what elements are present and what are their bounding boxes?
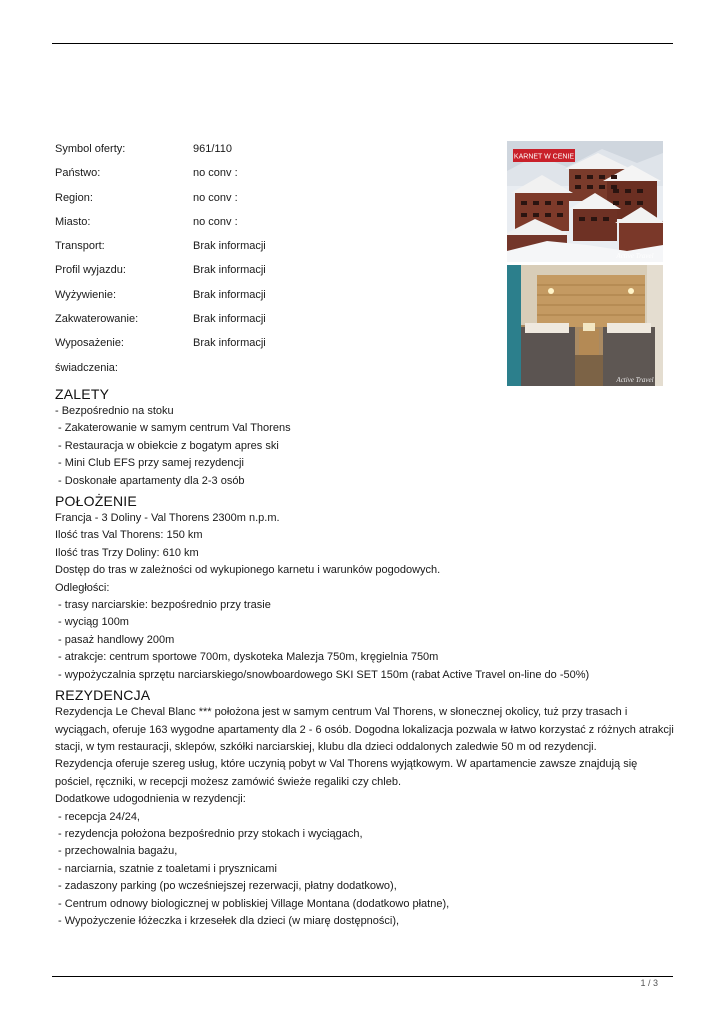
offer-label: świadczenia: — [55, 361, 118, 374]
list-item: - Restauracja w obiekcie z bogatym apres ski — [55, 439, 279, 452]
paragraph-line: wyciągach, oferuje 163 wygodne apartamenty dla 2 - 6 osób. Dogodna lokalizacja pozwala w łatwo korzystać z różnych atrakcji — [55, 723, 674, 736]
offer-label: Wyżywienie: — [55, 288, 117, 301]
list-item: - narciarnia, szatnie z toaletami i prysznicami — [55, 862, 277, 875]
paragraph-line: pościel, ręczniki, w recepcji możesz zamówić świeże regaliki czy chleb. — [55, 775, 402, 788]
offer-label: Profil wyjazdu: — [55, 264, 126, 277]
apartment-interior-photo — [507, 265, 663, 386]
offer-value: Brak informacji — [193, 288, 266, 301]
offer-label: Zakwaterowanie: — [55, 313, 139, 326]
list-item: Dostęp do tras w zależności od wykupionego karnetu i warunków pogodowych. — [55, 564, 441, 577]
list-item: - Doskonałe apartamenty dla 2-3 osób — [55, 474, 245, 487]
list-item: - wypożyczalnia sprzętu narciarskiego/snowboardowego SKI SET 150m (rabat Active Travel on-line do -50%) — [55, 668, 590, 681]
polozenie-list — [55, 510, 685, 684]
paragraph-line: Rezydencja oferuje szereg usług, które uczynią pobyt w Val Thorens wyjątkowym. W apartamencie zawsze znajdują się — [55, 758, 638, 771]
section-title-rezydencja: REZYDENCJA — [55, 687, 151, 704]
list-item: Francja - 3 Doliny - Val Thorens 2300m n.p.m. — [55, 512, 280, 525]
offer-row-transport — [55, 239, 475, 263]
offer-value: Brak informacji — [193, 313, 266, 326]
list-item: - pasaż handlowy 200m — [55, 633, 175, 646]
photo-gallery — [507, 141, 663, 386]
offer-label: Symbol oferty: — [55, 143, 126, 155]
svg-text:Active Travel: Active Travel — [616, 376, 654, 384]
list-item: - wyciąg 100m — [55, 616, 129, 629]
offer-row-board — [55, 288, 475, 312]
header-rule — [52, 43, 673, 44]
offer-details — [55, 142, 475, 385]
offer-value: no conv : — [193, 191, 238, 204]
offer-row-region — [55, 191, 475, 215]
offer-row-country — [55, 166, 475, 190]
list-item: - Zakaterowanie w samym centrum Val Thorens — [55, 422, 291, 435]
paragraph-line: Rezydencja Le Cheval Blanc *** położona jest w samym centrum Val Thorens, w słonecznej okolicy, tuż przy trasach i — [55, 706, 628, 719]
offer-value: Brak informacji — [193, 337, 266, 350]
offer-value: 961/110 — [193, 143, 232, 155]
resort-exterior-photo — [507, 141, 663, 262]
offer-label: Region: — [55, 191, 93, 204]
zalety-list — [55, 403, 685, 490]
list-item: Ilość tras Val Thorens: 150 km — [55, 529, 203, 542]
section-title-polozenie: POŁOŻENIE — [55, 493, 137, 510]
list-item: - atrakcje: centrum sportowe 700m, dyskoteka Malezja 750m, kręgielnia 750m — [55, 651, 439, 664]
list-item: - Bezpośrednio na stoku — [55, 405, 174, 417]
offer-value: no conv : — [193, 167, 238, 180]
offer-row-accommodation — [55, 312, 475, 336]
offer-value: no conv : — [193, 215, 238, 228]
offer-row-profile — [55, 263, 475, 287]
list-item: - trasy narciarskie: bezpośrednio przy trasie — [55, 599, 271, 612]
offer-label: Miasto: — [55, 215, 91, 228]
page-number: 1 / 3 — [640, 978, 658, 988]
footer-rule — [52, 976, 673, 977]
offer-row-equipment — [55, 336, 475, 360]
offer-row-city — [55, 215, 475, 239]
list-item: - rezydencja położona bezpośrednio przy stokach i wyciągach, — [55, 827, 363, 840]
offer-value: Brak informacji — [193, 264, 266, 277]
list-item: - Centrum odnowy biologicznej w pobliskiej Village Montana (dodatkowo płatne), — [55, 897, 450, 910]
list-item: - recepcja 24/24, — [55, 810, 140, 823]
paragraph-line: Dodatkowe udogodnienia w rezydencji: — [55, 793, 246, 806]
offer-row-symbol — [55, 142, 475, 166]
list-item: - Mini Club EFS przy samej rezydencji — [55, 457, 244, 470]
offer-label: Wyposażenie: — [55, 337, 124, 350]
list-item: - zadaszony parking (po wcześniejszej rezerwacji, płatny dodatkowo), — [55, 880, 397, 893]
offer-label: Transport: — [55, 240, 105, 253]
offer-row-services — [55, 361, 475, 385]
offer-value: Brak informacji — [193, 240, 266, 253]
list-item: - Wypożyczenie łóżeczka i krzesełek dla dzieci (w miarę dostępności), — [55, 914, 400, 927]
list-item: - przechowalnia bagażu, — [55, 845, 178, 858]
list-item: Odległości: — [55, 581, 110, 594]
section-title-zalety: ZALETY — [55, 386, 110, 402]
svg-text:Active Travel: Active Travel — [616, 252, 654, 260]
paragraph-line: stacji, w tym restauracji, sklepów, szkółki narciarskiej, klubu dla dzieci oddalonych zaledwie 50 m od rezydencji. — [55, 740, 597, 753]
list-item: Ilość tras Trzy Doliny: 610 km — [55, 546, 199, 559]
badge-text: KARNET W CENIE — [513, 153, 575, 161]
offer-label: Państwo: — [55, 167, 101, 180]
offer-description — [55, 385, 685, 930]
rezydencja-text — [55, 704, 685, 930]
